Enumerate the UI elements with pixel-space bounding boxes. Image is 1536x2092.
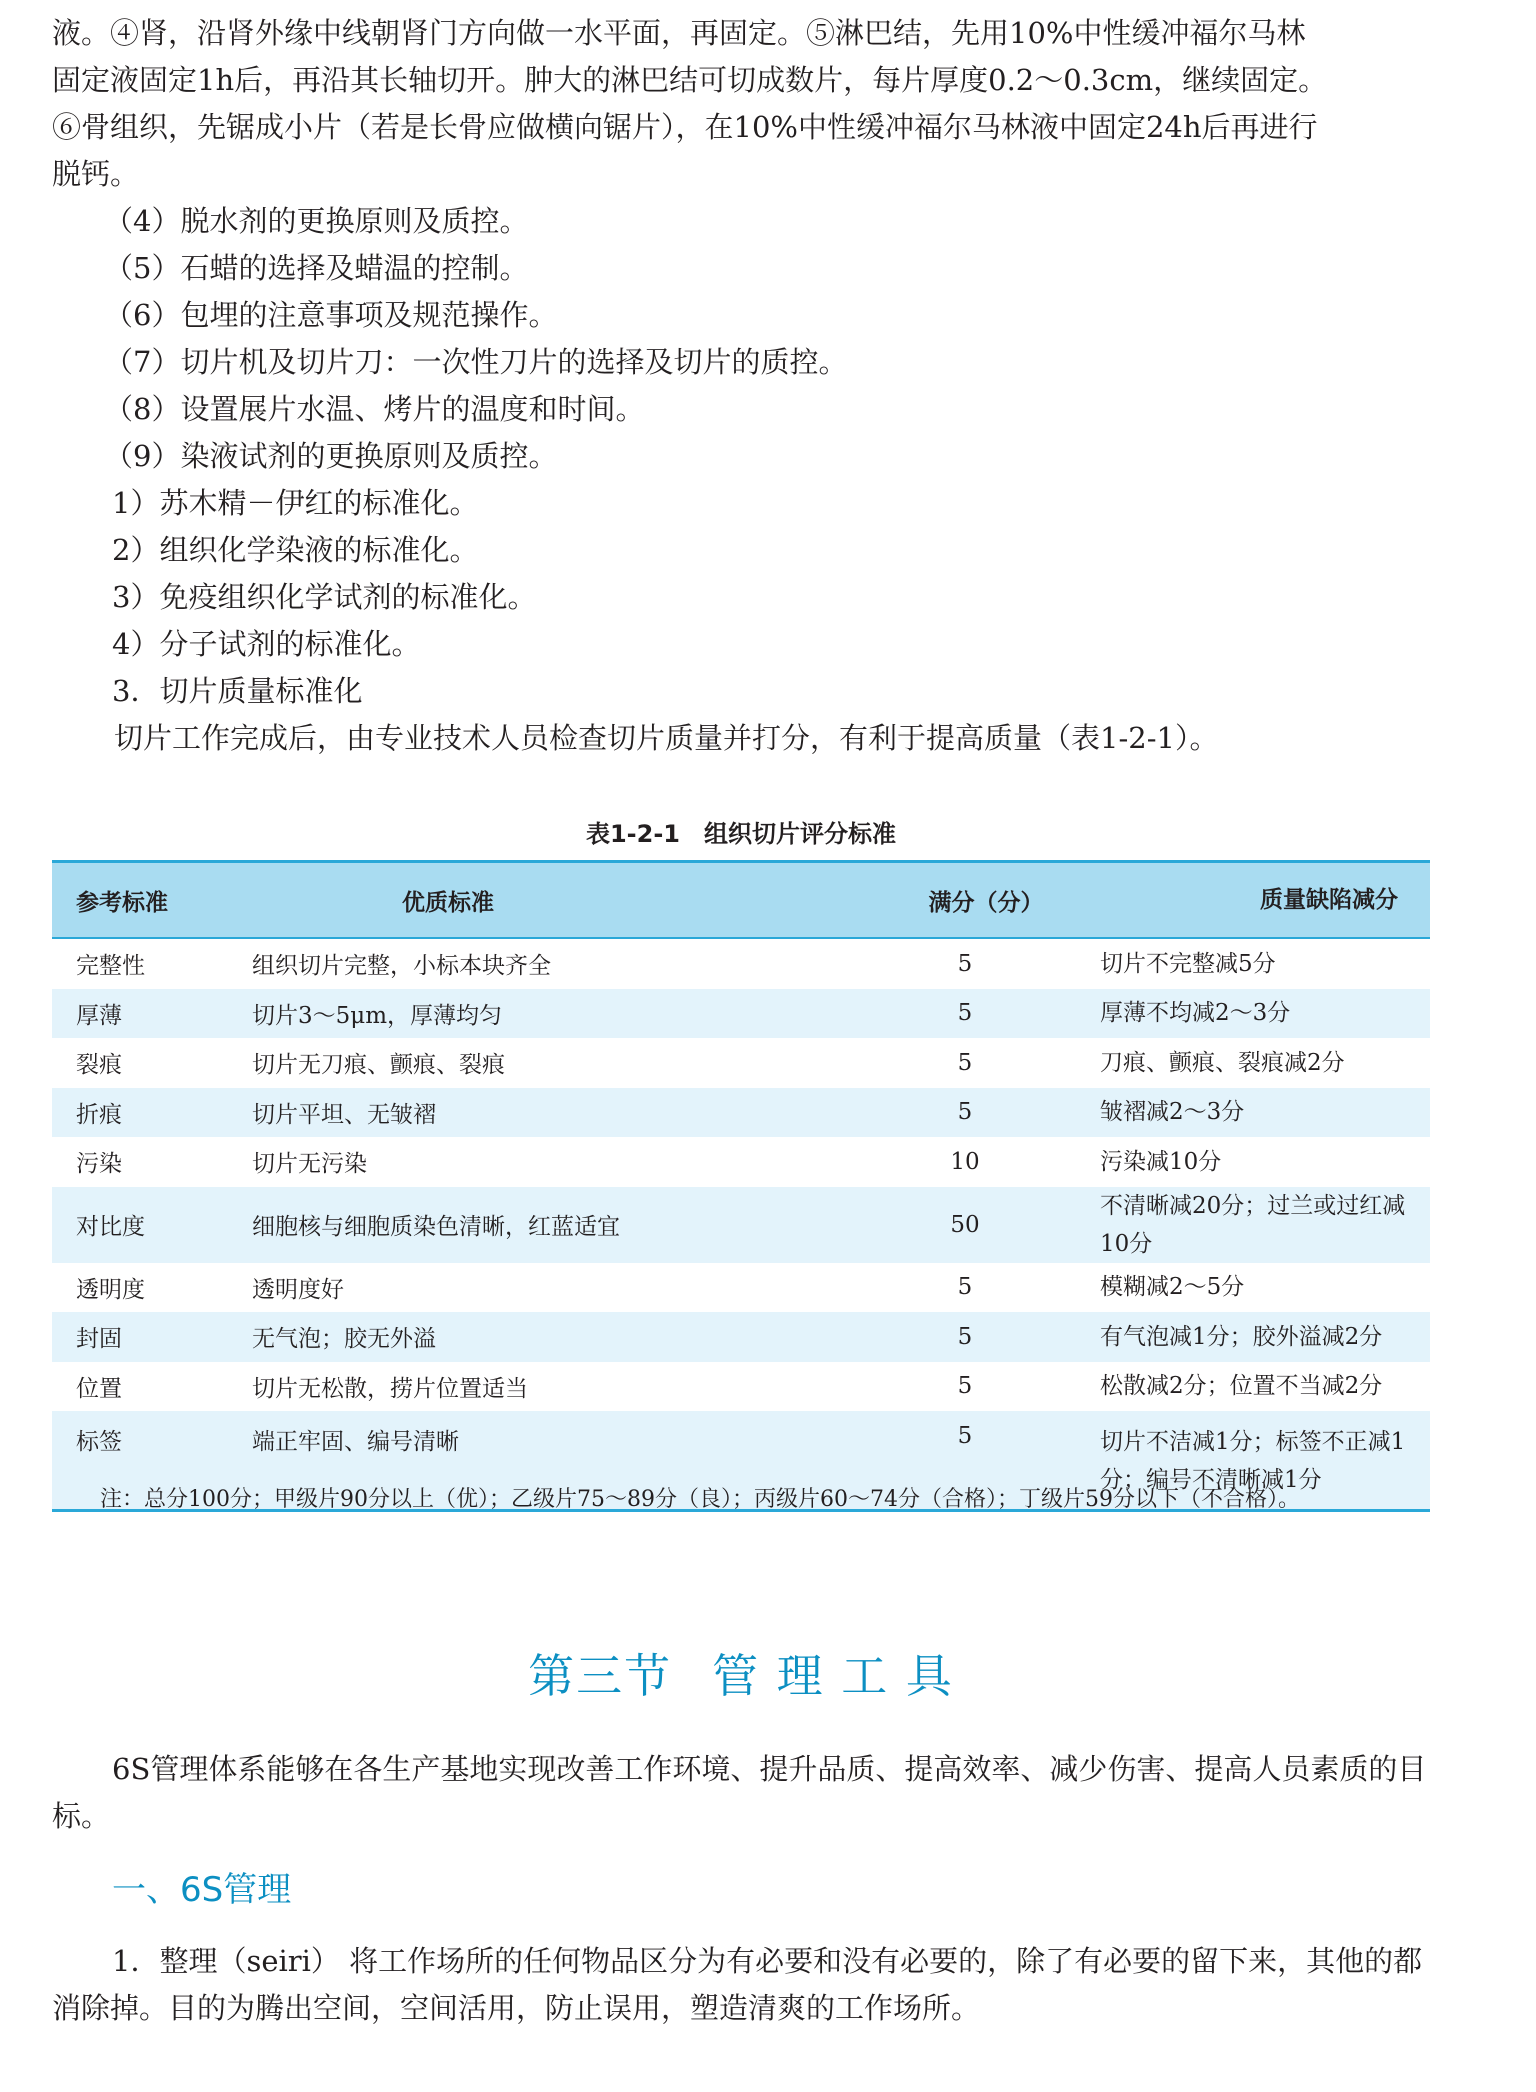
header-cell: 优质标准	[252, 862, 930, 939]
section-number: 第三节	[528, 1649, 673, 1703]
criterion-cell: 裂痕	[76, 1052, 122, 1079]
body-text	[52, 10, 1430, 762]
table-caption: 表1-2-1 组织切片评分标准	[585, 820, 897, 848]
paragraph-line: 切片工作完成后，由专业技术人员检查切片质量并打分，有利于提高质量（表1-2-1）。	[114, 721, 1219, 755]
list-item: （7）切片机及切片刀：一次性刀片的选择及切片的质控。	[104, 345, 848, 379]
header-cell: 参考标准	[52, 862, 252, 939]
deduction-cell: 刀痕、颤痕、裂痕减2分	[1100, 1049, 1345, 1076]
table-row	[52, 1187, 1430, 1263]
header-cell: 满分（分）	[930, 862, 1100, 939]
list-item: （8）设置展片水温、烤片的温度和时间。	[104, 392, 645, 426]
table-note: 注：总分100分；甲级片90分以上（优）；乙级片75～89分（良）；丙级片60～74分（合格）；丁级片59分以下（不合格）。	[100, 1487, 1300, 1512]
table-row	[52, 1038, 1430, 1088]
deduction-cell: 皱褶减2～3分	[1100, 1099, 1245, 1126]
full-score-cell: 5	[957, 1274, 973, 1301]
table-row	[52, 1088, 1430, 1138]
full-score-cell: 5	[957, 950, 973, 977]
table-row	[52, 1362, 1430, 1412]
seiri-paragraph: 1．整理（seiri） 将工作场所的任何物品区分为有必要和没有必要的，除了有必要的留下来，其他的都消除掉。目的为腾出空间，空间活用，防止误用，塑造清爽的工作场所。	[52, 1944, 1423, 2025]
table-row	[52, 1137, 1430, 1187]
section-name: 管 理 工 具	[712, 1649, 954, 1703]
subsection-heading: 一、6S管理	[112, 1870, 292, 1910]
paragraph-line: 脱钙。	[52, 157, 140, 191]
table-row	[52, 1312, 1430, 1362]
full-score-cell: 5	[957, 1323, 973, 1350]
criterion-cell: 折痕	[76, 1101, 122, 1128]
full-score-cell: 5	[957, 1000, 973, 1027]
table-row	[52, 1263, 1430, 1313]
standard-cell: 细胞核与细胞质染色清晰，红蓝适宜	[252, 1214, 620, 1240]
table-row	[52, 938, 1430, 989]
section-title	[52, 1640, 1430, 1706]
standard-cell: 组织切片完整，小标本块齐全	[252, 953, 551, 980]
full-score-cell: 5	[957, 1373, 973, 1400]
standard-cell: 切片无松散，捞片位置适当	[252, 1375, 528, 1402]
list-item: 2）组织化学染液的标准化。	[112, 533, 479, 567]
standard-cell: 透明度好	[252, 1276, 344, 1303]
criterion-cell: 透明度	[76, 1276, 145, 1303]
full-score-cell: 5	[957, 1049, 973, 1076]
table-header-row	[52, 862, 1430, 939]
deduction-cell: 模糊减2～5分	[1100, 1274, 1245, 1301]
deduction-cell: 松散减2分；位置不当减2分	[1100, 1373, 1383, 1400]
criterion-cell: 标签	[52, 1411, 252, 1511]
list-item: （4）脱水剂的更换原则及质控。	[104, 204, 529, 238]
paragraph-line: ⑥骨组织，先锯成小片（若是长骨应做横向锯片），在10%中性缓冲福尔马林液中固定24h后再进行	[52, 110, 1318, 144]
list-item: 4）分子试剂的标准化。	[112, 627, 421, 661]
full-score-cell: 50	[950, 1211, 980, 1238]
table-row	[52, 989, 1430, 1039]
list-item: （9）染液试剂的更换原则及质控。	[104, 439, 558, 473]
criterion-cell: 完整性	[76, 953, 145, 980]
list-item: （6）包埋的注意事项及规范操作。	[104, 298, 558, 332]
standard-cell: 切片3～5μm，厚薄均匀	[252, 1002, 503, 1029]
criterion-cell: 污染	[76, 1151, 122, 1178]
deduction-cell: 有气泡减1分；胶外溢减2分	[1100, 1323, 1383, 1350]
criterion-cell: 对比度	[76, 1214, 145, 1240]
criterion-cell: 封固	[76, 1326, 122, 1353]
standard-cell: 切片无污染	[252, 1151, 367, 1178]
score-table	[52, 860, 1430, 1512]
full-score-cell: 5	[930, 1411, 1100, 1511]
standard-cell: 切片平坦、无皱褶	[252, 1101, 436, 1128]
section-intro: 6S管理体系能够在各生产基地实现改善工作环境、提升品质、提高效率、减少伤害、提高人员素质的目标。	[52, 1752, 1427, 1833]
paragraph-line: 液。④肾，沿肾外缘中线朝肾门方向做一水平面，再固定。⑤淋巴结，先用10%中性缓冲福尔马林	[52, 16, 1306, 50]
standard-cell: 端正牢固、编号清晰	[252, 1411, 930, 1511]
criterion-cell: 位置	[76, 1375, 122, 1402]
deduction-cell: 切片不完整减5分	[1100, 950, 1276, 977]
standard-cell: 无气泡；胶无外溢	[252, 1326, 436, 1353]
header-cell: 质量缺陷减分	[1100, 862, 1430, 939]
paragraph-line: 固定液固定1h后，再沿其长轴切开。肿大的淋巴结可切成数片，每片厚度0.2～0.3cm，继续固定。	[52, 63, 1328, 97]
list-item: 1）苏木精－伊红的标准化。	[112, 486, 479, 520]
criterion-cell: 厚薄	[76, 1002, 122, 1029]
deduction-cell: 切片不洁减1分；标签不正减1分；编号不清晰减1分	[1100, 1411, 1430, 1511]
list-item: （5）石蜡的选择及蜡温的控制。	[104, 251, 529, 285]
deduction-cell: 污染减10分	[1100, 1148, 1222, 1175]
full-score-cell: 5	[957, 1099, 973, 1126]
list-item: 3）免疫组织化学试剂的标准化。	[112, 580, 537, 614]
subheading: 3．切片质量标准化	[112, 674, 363, 708]
full-score-cell: 10	[950, 1148, 980, 1175]
standard-cell: 切片无刀痕、颤痕、裂痕	[252, 1052, 505, 1079]
deduction-cell: 不清晰减20分；过兰或过红减10分	[1100, 1192, 1406, 1257]
deduction-cell: 厚薄不均减2～3分	[1100, 1000, 1291, 1027]
